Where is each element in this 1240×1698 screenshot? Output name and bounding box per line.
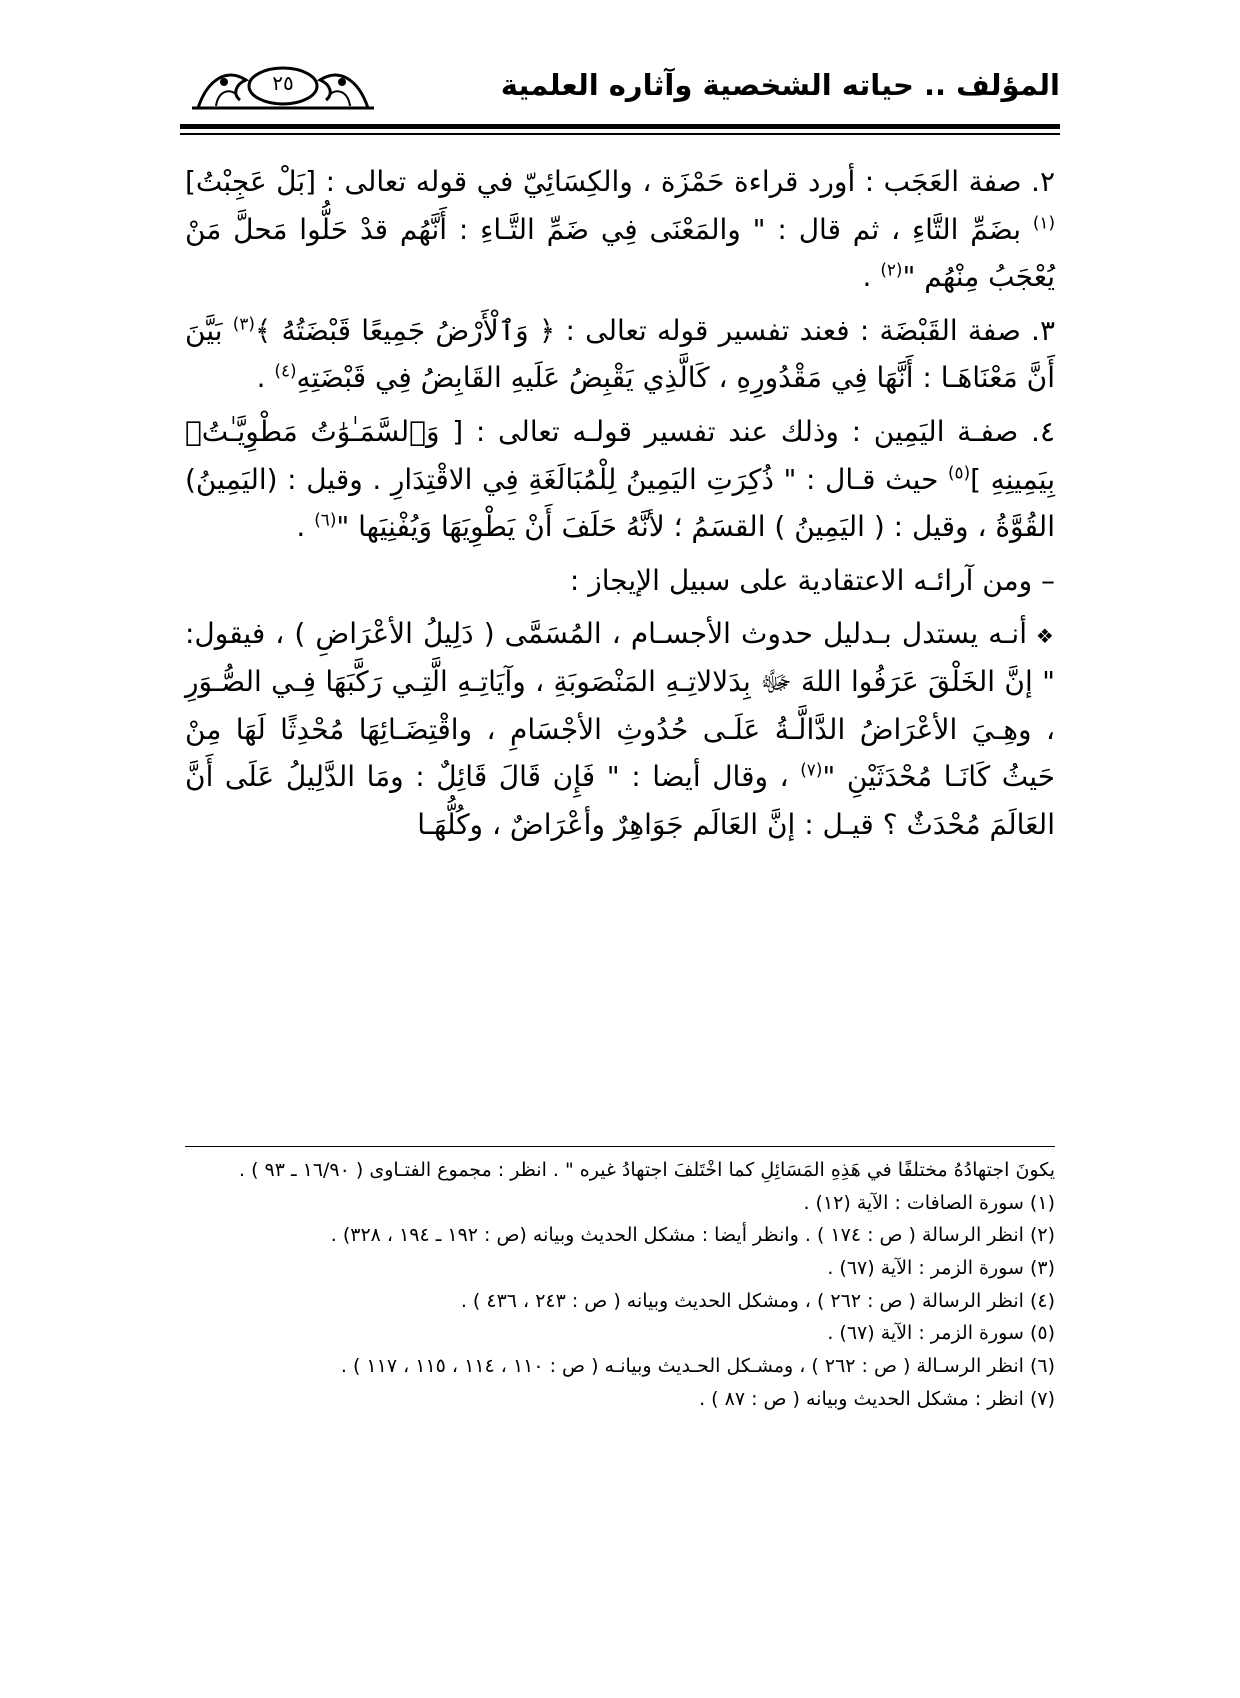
footnote-5: (٥) سورة الزمر : الآية (٦٧) . bbox=[827, 1322, 1055, 1345]
paragraph-text: بَيَّنَ أَنَّ مَعْنَاهَـا : أَنَّهَا فِي مَقْدُورِهِ ، كَالَّذِي يَقْبِضُ عَلَيهِ القَابِضُ فِي قَبْضَتِهِ bbox=[185, 313, 1055, 395]
bullet-icon: ❖ bbox=[1035, 624, 1055, 649]
page-number: ٢٥ bbox=[272, 71, 294, 95]
main-text bbox=[185, 158, 1055, 854]
footnote-ref: (٣) bbox=[232, 313, 255, 334]
footnote-7: (٧) انظر : مشكل الحديث وبيانه ( ص : ٨٧ ) . bbox=[699, 1387, 1055, 1410]
footnote-ref: (٢) bbox=[880, 259, 903, 280]
header-rule-thin bbox=[180, 133, 1060, 135]
paragraph-text: – ومن آرائـه الاعتقادية على سبيل الإيجاز : bbox=[569, 563, 1055, 597]
paragraph-attribute-right-hand bbox=[185, 408, 1055, 551]
running-title: المؤلف .. حياته الشخصية وآثاره العلمية bbox=[500, 68, 1060, 102]
paragraph-attribute-grasp bbox=[185, 307, 1055, 402]
paragraph-text: حيث قـال : " ذُكِرَتِ اليَمِينُ لِلْمُبَالَغَةِ فِي الاقْتِدَارِ . وقيل : (اليَمِينُ) القُوَّةُ ، وقيل : ( اليَمِينُ ) القسَمُ ؛ لأنَّهُ حَلَفَ أَنْ يَطْوِيَهَا وَيُفْنِيَها " bbox=[185, 462, 1055, 544]
paragraph-text: ، وقال أيضا : " فَإِن قَالَ قَائِلٌ : ومَا الدَّلِيلُ عَلَى أَنَّ العَالَمَ مُحْدَثٌ ؟ قيـل : إنَّ العَالَم جَوَاهِرٌ وأعْرَاضٌ ، وكُلُّهَـا bbox=[185, 760, 1055, 841]
footnote-6: (٦) انظر الرسـالة ( ص : ٢٦٢ ) ، ومشـكل الحـديث وبيانـه ( ص : ١١٠ ، ١١٤ ، ١١٥ ، ١١٧ ) . bbox=[340, 1355, 1055, 1378]
paragraph-text: . bbox=[256, 361, 275, 395]
paragraph-text: أنـه يستدل بـدليل حدوث الأجسـام ، المُسَمَّى ( دَلِيلُ الأعْرَاضِ ) ، فيقول: " إنَّ الخَلْقَ عَرَفُوا اللهَ ﷻ بِدَلالاتِـهِ المَنْصَوبَةِ ، وآيَاتِـهِ الَّتِـي رَكَّبَهَا فِـي الصُّـوَرِ ، وهِـيَ الأعْرَاضُ الدَّالَّـةُ عَلَـى حُدُوثِ الأجْسَامِ ، واقْتِضَـائِهَا مُحْدِثًا لَهَا مِنْ حَيثُ كَانَـا مُحْدَثَيْنِ " bbox=[185, 617, 1056, 794]
paragraph-text: . bbox=[296, 510, 315, 544]
footnotes bbox=[185, 1154, 1055, 1415]
paragraph-accidents-proof bbox=[185, 610, 1055, 848]
footnote-1: (١) سورة الصافات : الآية (١٢) . bbox=[803, 1191, 1055, 1214]
paragraph-attribute-wonder bbox=[185, 158, 1055, 301]
footnote-ref: (٦) bbox=[314, 509, 337, 530]
footnote-2: (٢) انظر الرسالة ( ص : ١٧٤ ) . وانظر أيضا : مشكل الحديث وبيانه (ص : ١٩٢ ـ ١٩٤ ، ٣٢٨) . bbox=[330, 1224, 1055, 1247]
paragraph-text: ٤. صفـة اليَمِين : وذلك عند تفسير قولـه تعالى : [ وَٱلسَّمَـٰوَٰتُ مَطْوِيَّـٰتُۢ بِيَمِينِهِ ] bbox=[185, 414, 1055, 496]
paragraph-text: بضَمِّ التَّاءِ ، ثم قال : " والمَعْنَى فِي ضَمِّ التَّـاءِ : أَنَّهُم قدْ حَلُّوا مَحلَّ مَنْ يُعْجَبُ مِنْهُم " bbox=[185, 212, 1055, 294]
footnote-separator bbox=[185, 1146, 1055, 1147]
footnote-ref: (١) bbox=[1032, 212, 1055, 233]
paragraph-views-intro bbox=[185, 557, 1055, 605]
header-rule-thick bbox=[180, 124, 1060, 129]
paragraph-text: ٢. صفة العَجَب : أورد قراءة حَمْزَة ، والكِسَائِيّ في قوله تعالى : [بَلْ عَجِبْتُ] bbox=[185, 165, 1055, 198]
page-header bbox=[180, 58, 1060, 128]
footnote-carryover: يكونَ اجتهادُهُ مختلفًا في هَذِهِ المَسَائِلِ كما اخْتَلفَ اجتهادُ غيره " . انظر : مجموع الفتـاوى ( ١٦/٩٠ ـ ٩٣ ) . bbox=[238, 1159, 1055, 1181]
footnote-ref: (٤) bbox=[274, 361, 297, 382]
footnote-ref: (٥) bbox=[947, 462, 971, 483]
footnote-4: (٤) انظر الرسالة ( ص : ٢٦٢ ) ، ومشكل الحديث وبيانه ( ص : ٢٤٣ ، ٤٣٦ ) . bbox=[460, 1289, 1055, 1312]
paragraph-text: ٣. صفة القَبْضَة : فعند تفسير قوله تعالى : ﴿ وَٱلْأَرْضُ جَمِيعًا قَبْضَتُهُ ﴾ bbox=[254, 313, 1055, 347]
paragraph-text: . bbox=[862, 260, 881, 294]
footnote-3: (٣) سورة الزمر : الآية (٦٧) . bbox=[827, 1257, 1055, 1280]
footnote-ref: (٧) bbox=[800, 759, 823, 780]
